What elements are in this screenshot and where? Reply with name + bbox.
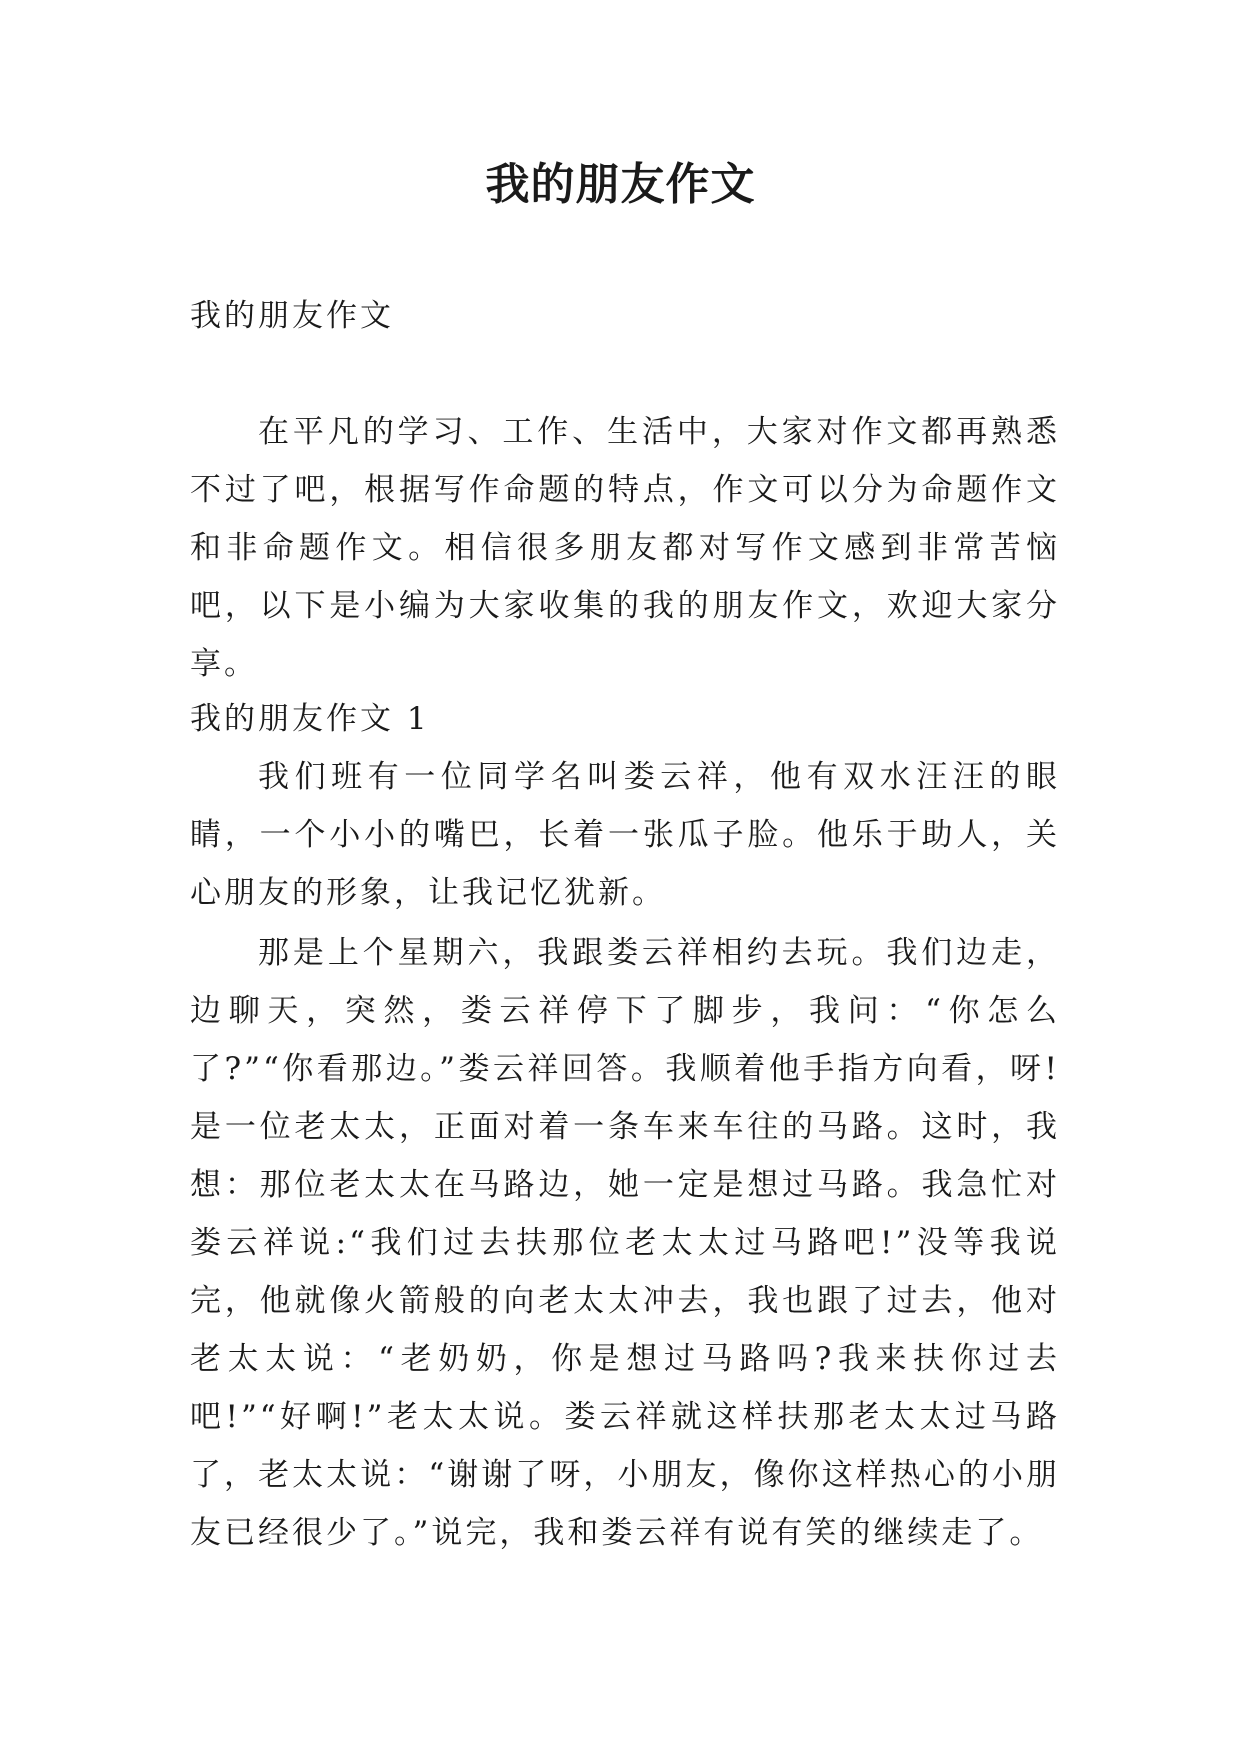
section-heading: 我的朋友作文 1 [190,701,430,737]
section-paragraph: 我们班有一位同学名叫娄云祥，他有双水汪汪的眼睛，一个小小的嘴巴，长着一张瓜子脸。他乐于助人，关心朋友的形象，让我记忆犹新。 [190,759,1060,911]
section-paragraph: 那是上个星期六，我跟娄云祥相约去玩。我们边走，边聊天，突然，娄云祥停下了脚步，我问：“你怎么了?”“你看那边。”娄云祥回答。我顺着他手指方向看，呀!是一位老太太，正面对着一条车来车往的马路。这时，我想：那位老太太在马路边，她一定是想过马路。我急忙对娄云祥说:“我们过去扶那位老太太过马路吧!”没等我说完，他就像火箭般的向老太太冲去，我也跟了过去，他对老太太说：“老奶奶，你是想过马路吗?我来扶你过去吧!”“好啊!”老太太说。娄云祥就这样扶那老太太过马路了，老太太说：“谢谢了呀，小朋友，像你这样热心的小朋友已经很少了。”说完，我和娄云祥有说有笑的继续走了。 [190,935,1060,1551]
document-title: 我的朋友作文 [485,159,756,210]
intro-paragraph: 在平凡的学习、工作、生活中，大家对作文都再熟悉不过了吧，根据写作命题的特点，作文可以分为命题作文和非命题作文。相信很多朋友都对写作文感到非常苦恼吧，以下是小编为大家收集的我的朋友作文，欢迎大家分享。 [190,414,1060,682]
document-subtitle: 我的朋友作文 [190,298,394,334]
